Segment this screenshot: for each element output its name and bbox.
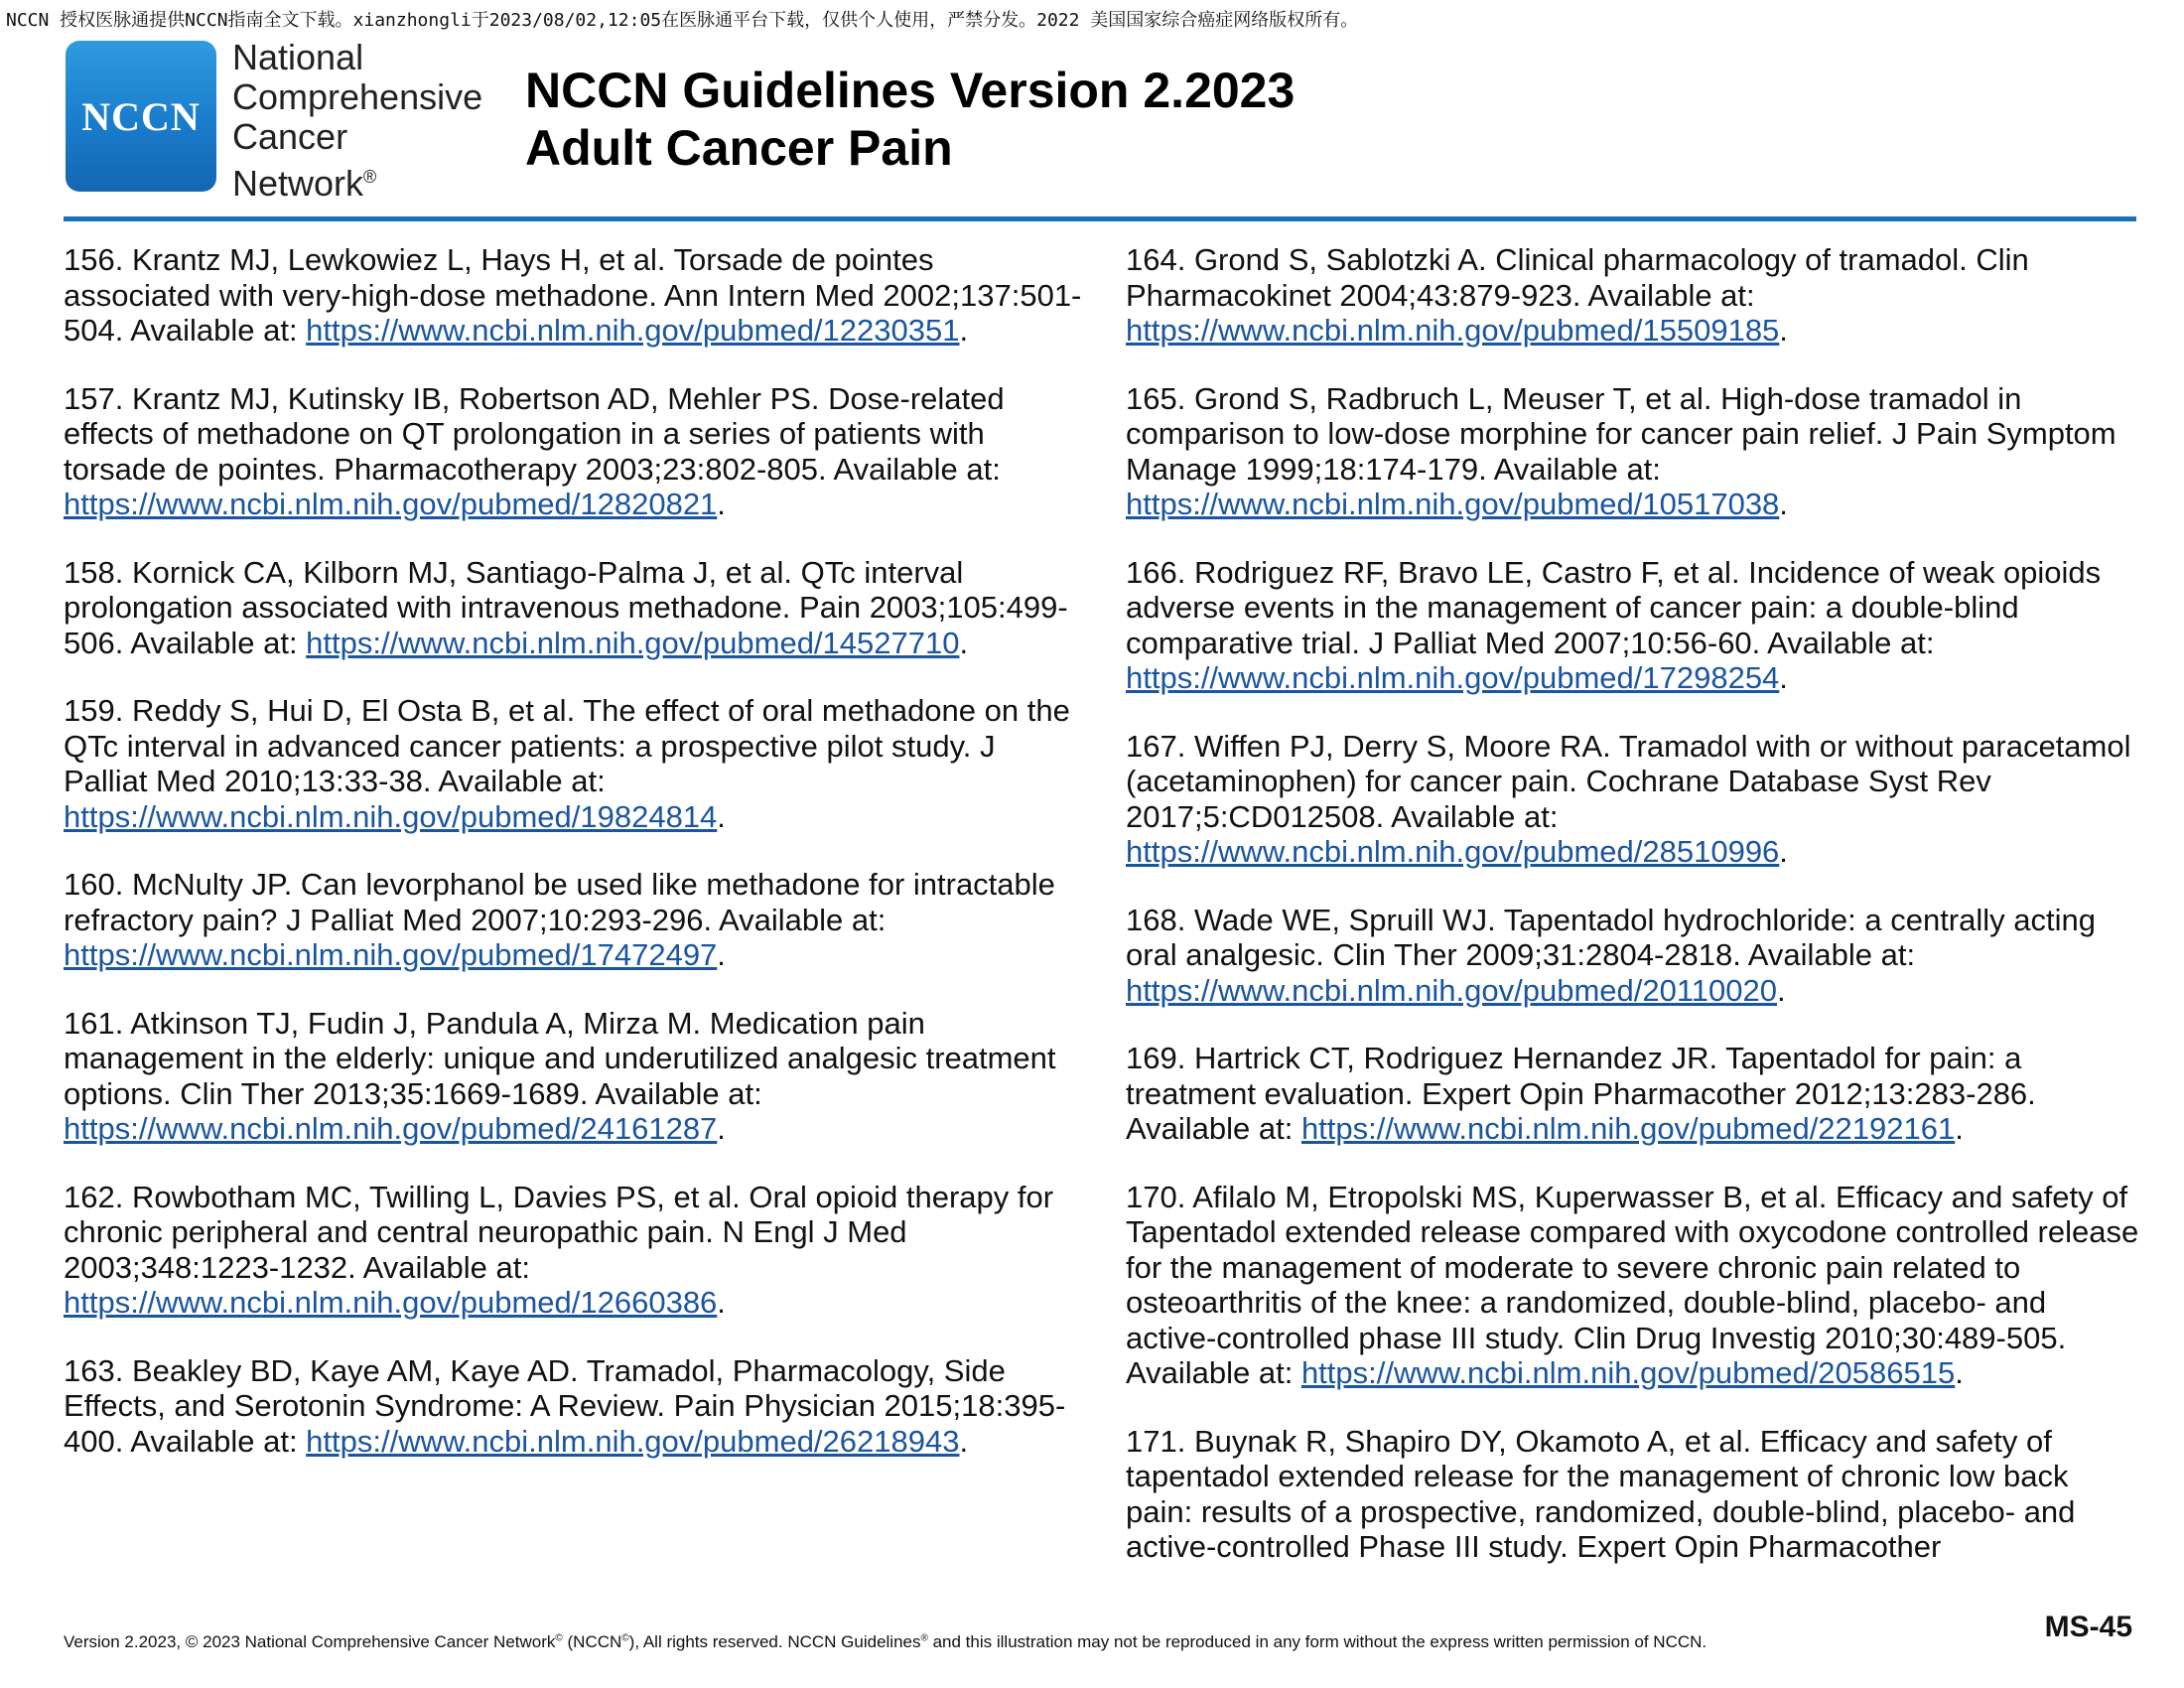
reference-entry: 161. Atkinson TJ, Fudin J, Pandula A, Mirza M. Medication pain management in the elderly: unique and underutilized analgesic treatment options. Clin Ther 2013;35:1669-1689. Available at: https://www.ncbi.nlm.nih.gov/pubmed/24161287. bbox=[64, 1005, 1056, 1146]
pubmed-link[interactable]: https://www.ncbi.nlm.nih.gov/pubmed/17472497 bbox=[64, 937, 718, 972]
pubmed-link[interactable]: https://www.ncbi.nlm.nih.gov/pubmed/28510996 bbox=[1126, 834, 1780, 869]
reference-text: 156. Krantz MJ, Lewkowiez L, Hays H, et al. Torsade de pointes associated with very-high-dose methadone. Ann Intern Med 2002;137:501-504. Available at: bbox=[64, 242, 1082, 348]
header-divider bbox=[64, 216, 2136, 221]
reference-entry: 163. Beakley BD, Kaye AM, Kaye AD. Tramadol, Pharmacology, Side Effects, and Serotonin Syndrome: A Review. Pain Physician 2015;18:395-400. Available at: https://www.ncbi.nlm.nih.gov/pubmed/26218943. bbox=[64, 1352, 1066, 1459]
reference-text: 166. Rodriguez RF, Bravo LE, Castro F, et al. Incidence of weak opioids adverse events in the management of cancer pain: a double-blind comparative trial. J Palliat Med 2007;10:56-60. Available at: bbox=[1126, 554, 2102, 660]
reference-text: 169. Hartrick CT, Rodriguez Hernandez JR. Tapentadol for pain: a treatment evaluation. Expert Opin Pharmacother 2012;13:283-286. Available at: bbox=[1126, 1041, 2036, 1146]
reference-entry bbox=[1126, 1424, 2143, 1565]
org-line-2: Comprehensive bbox=[232, 76, 483, 117]
reference-entry: 162. Rowbotham MC, Twilling L, Davies PS, et al. Oral opioid therapy for chronic peripheral and central neuropathic pain. N Engl J Med 2003;348:1223-1232. Available at: https://www.ncbi.nlm.nih.gov/pubmed/12660386. bbox=[64, 1179, 1054, 1320]
pubmed-link[interactable]: https://www.ncbi.nlm.nih.gov/pubmed/10517038 bbox=[1126, 487, 1780, 521]
org-line-1: National bbox=[232, 37, 364, 77]
registered-mark: ® bbox=[363, 167, 377, 187]
pubmed-link[interactable]: https://www.ncbi.nlm.nih.gov/pubmed/12660386 bbox=[64, 1285, 718, 1320]
reference-text: 159. Reddy S, Hui D, El Osta B, et al. The effect of oral methadone on the QTc interval in advanced cancer patients: a prospective pilot study. J Palliat Med 2010;13:33-38. Available at: bbox=[64, 693, 1070, 798]
guideline-version-title: NCCN Guidelines Version 2.2023 bbox=[525, 63, 1296, 118]
reference-entry: 166. Rodriguez RF, Bravo LE, Castro F, et al. Incidence of weak opioids adverse events in the management of cancer pain: a double-blind comparative trial. J Palliat Med 2007;10:56-60. Available at: https://www.ncbi.nlm.nih.gov/pubmed/17298254. bbox=[1126, 554, 2102, 695]
reference-text: 158. Kornick CA, Kilborn MJ, Santiago-Palma J, et al. QTc interval prolongation associated with intravenous methadone. Pain 2003;105:499-506. Available at: bbox=[64, 554, 1068, 660]
reference-text: 165. Grond S, Radbruch L, Meuser T, et al. High-dose tramadol in comparison to low-dose morphine for cancer pain relief. J Pain Symptom Manage 1999;18:174-179. Available at: bbox=[1126, 380, 2116, 487]
guideline-subject-title: Adult Cancer Pain bbox=[525, 120, 953, 176]
page-title bbox=[525, 62, 1295, 177]
reference-entry: 167. Wiffen PJ, Derry S, Moore RA. Tramadol with or without paracetamol (acetaminophen) for cancer pain. Cochrane Database Syst Rev 2017;5:CD012508. Available at: https://www.ncbi.nlm.nih.gov/pubmed/28510996. bbox=[1126, 728, 2131, 869]
references-left-column bbox=[64, 242, 1086, 1491]
references-right-column bbox=[1126, 242, 2143, 1598]
pubmed-link[interactable]: https://www.ncbi.nlm.nih.gov/pubmed/22192161 bbox=[1300, 1111, 1956, 1146]
pubmed-link[interactable]: https://www.ncbi.nlm.nih.gov/pubmed/26218943 bbox=[306, 1423, 960, 1459]
pubmed-link[interactable]: https://www.ncbi.nlm.nih.gov/pubmed/12820821 bbox=[64, 487, 718, 521]
reference-entry: 160. McNulty JP. Can levorphanol be used like methadone for intractable refractory pain? J Palliat Med 2007;10:293-296. Available at: https://www.ncbi.nlm.nih.gov/pubmed/17472497. bbox=[64, 867, 1055, 972]
pubmed-link[interactable]: https://www.ncbi.nlm.nih.gov/pubmed/19824814 bbox=[64, 798, 718, 834]
footer-text-3: ), All rights reserved. NCCN Guidelines bbox=[628, 1632, 921, 1651]
reference-entry: 156. Krantz MJ, Lewkowiez L, Hays H, et al. Torsade de pointes associated with very-high-dose methadone. Ann Intern Med 2002;137:501-504. Available at: https://www.ncbi.nlm.nih.gov/pubmed/12230351. bbox=[64, 242, 1082, 348]
pubmed-link[interactable]: https://www.ncbi.nlm.nih.gov/pubmed/20110020 bbox=[1126, 972, 1777, 1008]
reference-text: 168. Wade WE, Spruill WJ. Tapentadol hydrochloride: a centrally acting oral analgesic. Clin Ther 2009;31:2804-2818. Available at: bbox=[1126, 902, 2096, 972]
footer-text-4: and this illustration may not be reproduced in any form without the express written permission of NCCN. bbox=[927, 1632, 1707, 1651]
reference-entry: 164. Grond S, Sablotzki A. Clinical pharmacology of tramadol. Clin Pharmacokinet 2004;43:879-923. Available at: https://www.ncbi.nlm.nih.gov/pubmed/15509185. bbox=[1126, 242, 2029, 348]
reference-entry: 159. Reddy S, Hui D, El Osta B, et al. The effect of oral methadone on the QTc interval in advanced cancer patients: a prospective pilot study. J Palliat Med 2010;13:33-38. Available at: https://www.ncbi.nlm.nih.gov/pubmed/19824814. bbox=[64, 693, 1070, 834]
footer-text-2: (NCCN bbox=[562, 1632, 622, 1651]
footer-copyright bbox=[64, 1632, 1706, 1652]
page-number: MS-45 bbox=[2044, 1611, 2132, 1643]
reference-text: 171. Buynak R, Shapiro DY, Okamoto A, et al. Efficacy and safety of tapentadol extended release for the management of chronic low back pain: results of a prospective, randomized, double-blind, placebo- and active-controlled Phase III study. Expert Opin Pharmacother bbox=[1126, 1423, 2076, 1564]
footer-mark-1: © bbox=[555, 1632, 563, 1644]
watermark-text: NCCN 授权医脉通提供NCCN指南全文下载。xianzhongli于2023/08/02,12:05在医脉通平台下载，仅供个人使用，严禁分发。2022 美国国家综合癌症网络版权所有。 bbox=[6, 10, 1359, 31]
reference-entry: 157. Krantz MJ, Kutinsky IB, Robertson AD, Mehler PS. Dose-related effects of methadone on QT prolongation in a series of patients with torsade de pointes. Pharmacotherapy 2003;23:802-805. Available at: https://www.ncbi.nlm.nih.gov/pubmed/12820821. bbox=[64, 380, 1005, 521]
reference-entry: 169. Hartrick CT, Rodriguez Hernandez JR. Tapentadol for pain: a treatment evaluation. Expert Opin Pharmacother 2012;13:283-286. Available at: https://www.ncbi.nlm.nih.gov/pubmed/22192161. bbox=[1126, 1041, 2036, 1146]
organization-name bbox=[232, 38, 520, 204]
reference-text: 161. Atkinson TJ, Fudin J, Pandula A, Mirza M. Medication pain management in the elderly: unique and underutilized analgesic treatment options. Clin Ther 2013;35:1669-1689. Available at: bbox=[64, 1005, 1056, 1111]
reference-text: 163. Beakley BD, Kaye AM, Kaye AD. Tramadol, Pharmacology, Side Effects, and Serotonin Syndrome: A Review. Pain Physician 2015;18:395-400. Available at: bbox=[64, 1352, 1066, 1459]
logo-text: NCCN bbox=[81, 93, 201, 139]
org-line-3: Cancer bbox=[232, 116, 348, 157]
reference-text: 157. Krantz MJ, Kutinsky IB, Robertson AD, Mehler PS. Dose-related effects of methadone on QT prolongation in a series of patients with torsade de pointes. Pharmacotherapy 2003;23:802-805. Available at: bbox=[64, 380, 1005, 487]
reference-text: 160. McNulty JP. Can levorphanol be used like methadone for intractable refractory pain? J Palliat Med 2007;10:293-296. Available at: bbox=[64, 867, 1055, 937]
pubmed-link[interactable]: https://www.ncbi.nlm.nih.gov/pubmed/14527710 bbox=[306, 625, 960, 660]
reference-text: 167. Wiffen PJ, Derry S, Moore RA. Tramadol with or without paracetamol (acetaminophen) for cancer pain. Cochrane Database Syst Rev 2017;5:CD012508. Available at: bbox=[1126, 728, 2131, 834]
nccn-logo bbox=[66, 41, 216, 192]
reference-entry: 165. Grond S, Radbruch L, Meuser T, et al. High-dose tramadol in comparison to low-dose morphine for cancer pain relief. J Pain Symptom Manage 1999;18:174-179. Available at: https://www.ncbi.nlm.nih.gov/pubmed/10517038. bbox=[1126, 380, 2116, 521]
reference-entry: 170. Afilalo M, Etropolski MS, Kuperwasser B, et al. Efficacy and safety of Tapentadol extended release compared with oxycodone controlled release for the management of moderate to severe chronic pain related to osteoarthritis of the knee: a randomized, double-blind, placebo- and active-controlled phase III study. Clin Drug Investig 2010;30:489-505. Available at: https://www.ncbi.nlm.nih.gov/pubmed/20586515. bbox=[1126, 1179, 2139, 1390]
footer-text-1: Version 2.2023, © 2023 National Comprehensive Cancer Network bbox=[64, 1632, 556, 1651]
reference-entry: 158. Kornick CA, Kilborn MJ, Santiago-Palma J, et al. QTc interval prolongation associated with intravenous methadone. Pain 2003;105:499-506. Available at: https://www.ncbi.nlm.nih.gov/pubmed/14527710. bbox=[64, 554, 1068, 660]
pubmed-link[interactable]: https://www.ncbi.nlm.nih.gov/pubmed/17298254 bbox=[1126, 660, 1780, 695]
pubmed-link[interactable]: https://www.ncbi.nlm.nih.gov/pubmed/12230351 bbox=[306, 313, 960, 348]
reference-text: 164. Grond S, Sablotzki A. Clinical pharmacology of tramadol. Clin Pharmacokinet 2004;43:879-923. Available at: bbox=[1126, 242, 2029, 313]
footer-mark-2: © bbox=[621, 1632, 629, 1644]
reference-text: 170. Afilalo M, Etropolski MS, Kuperwasser B, et al. Efficacy and safety of Tapentadol extended release compared with oxycodone controlled release for the management of moderate to severe chronic pain related to osteoarthritis of the knee: a randomized, double-blind, placebo- and active-controlled phase III study. Clin Drug Investig 2010;30:489-505. Available at: bbox=[1126, 1179, 2139, 1390]
footer-mark-3: ® bbox=[920, 1632, 928, 1644]
pubmed-link[interactable]: https://www.ncbi.nlm.nih.gov/pubmed/24161287 bbox=[64, 1111, 718, 1146]
org-line-4-text: Network bbox=[232, 163, 364, 204]
pubmed-link[interactable]: https://www.ncbi.nlm.nih.gov/pubmed/20586515 bbox=[1300, 1355, 1956, 1390]
reference-entry: 168. Wade WE, Spruill WJ. Tapentadol hydrochloride: a centrally acting oral analgesic. Clin Ther 2009;31:2804-2818. Available at: https://www.ncbi.nlm.nih.gov/pubmed/20110020. bbox=[1126, 902, 2096, 1008]
org-line-4 bbox=[232, 157, 520, 204]
pubmed-link[interactable]: https://www.ncbi.nlm.nih.gov/pubmed/15509185 bbox=[1126, 313, 1780, 348]
reference-text: 162. Rowbotham MC, Twilling L, Davies PS, et al. Oral opioid therapy for chronic peripheral and central neuropathic pain. N Engl J Med 2003;348:1223-1232. Available at: bbox=[64, 1179, 1054, 1285]
